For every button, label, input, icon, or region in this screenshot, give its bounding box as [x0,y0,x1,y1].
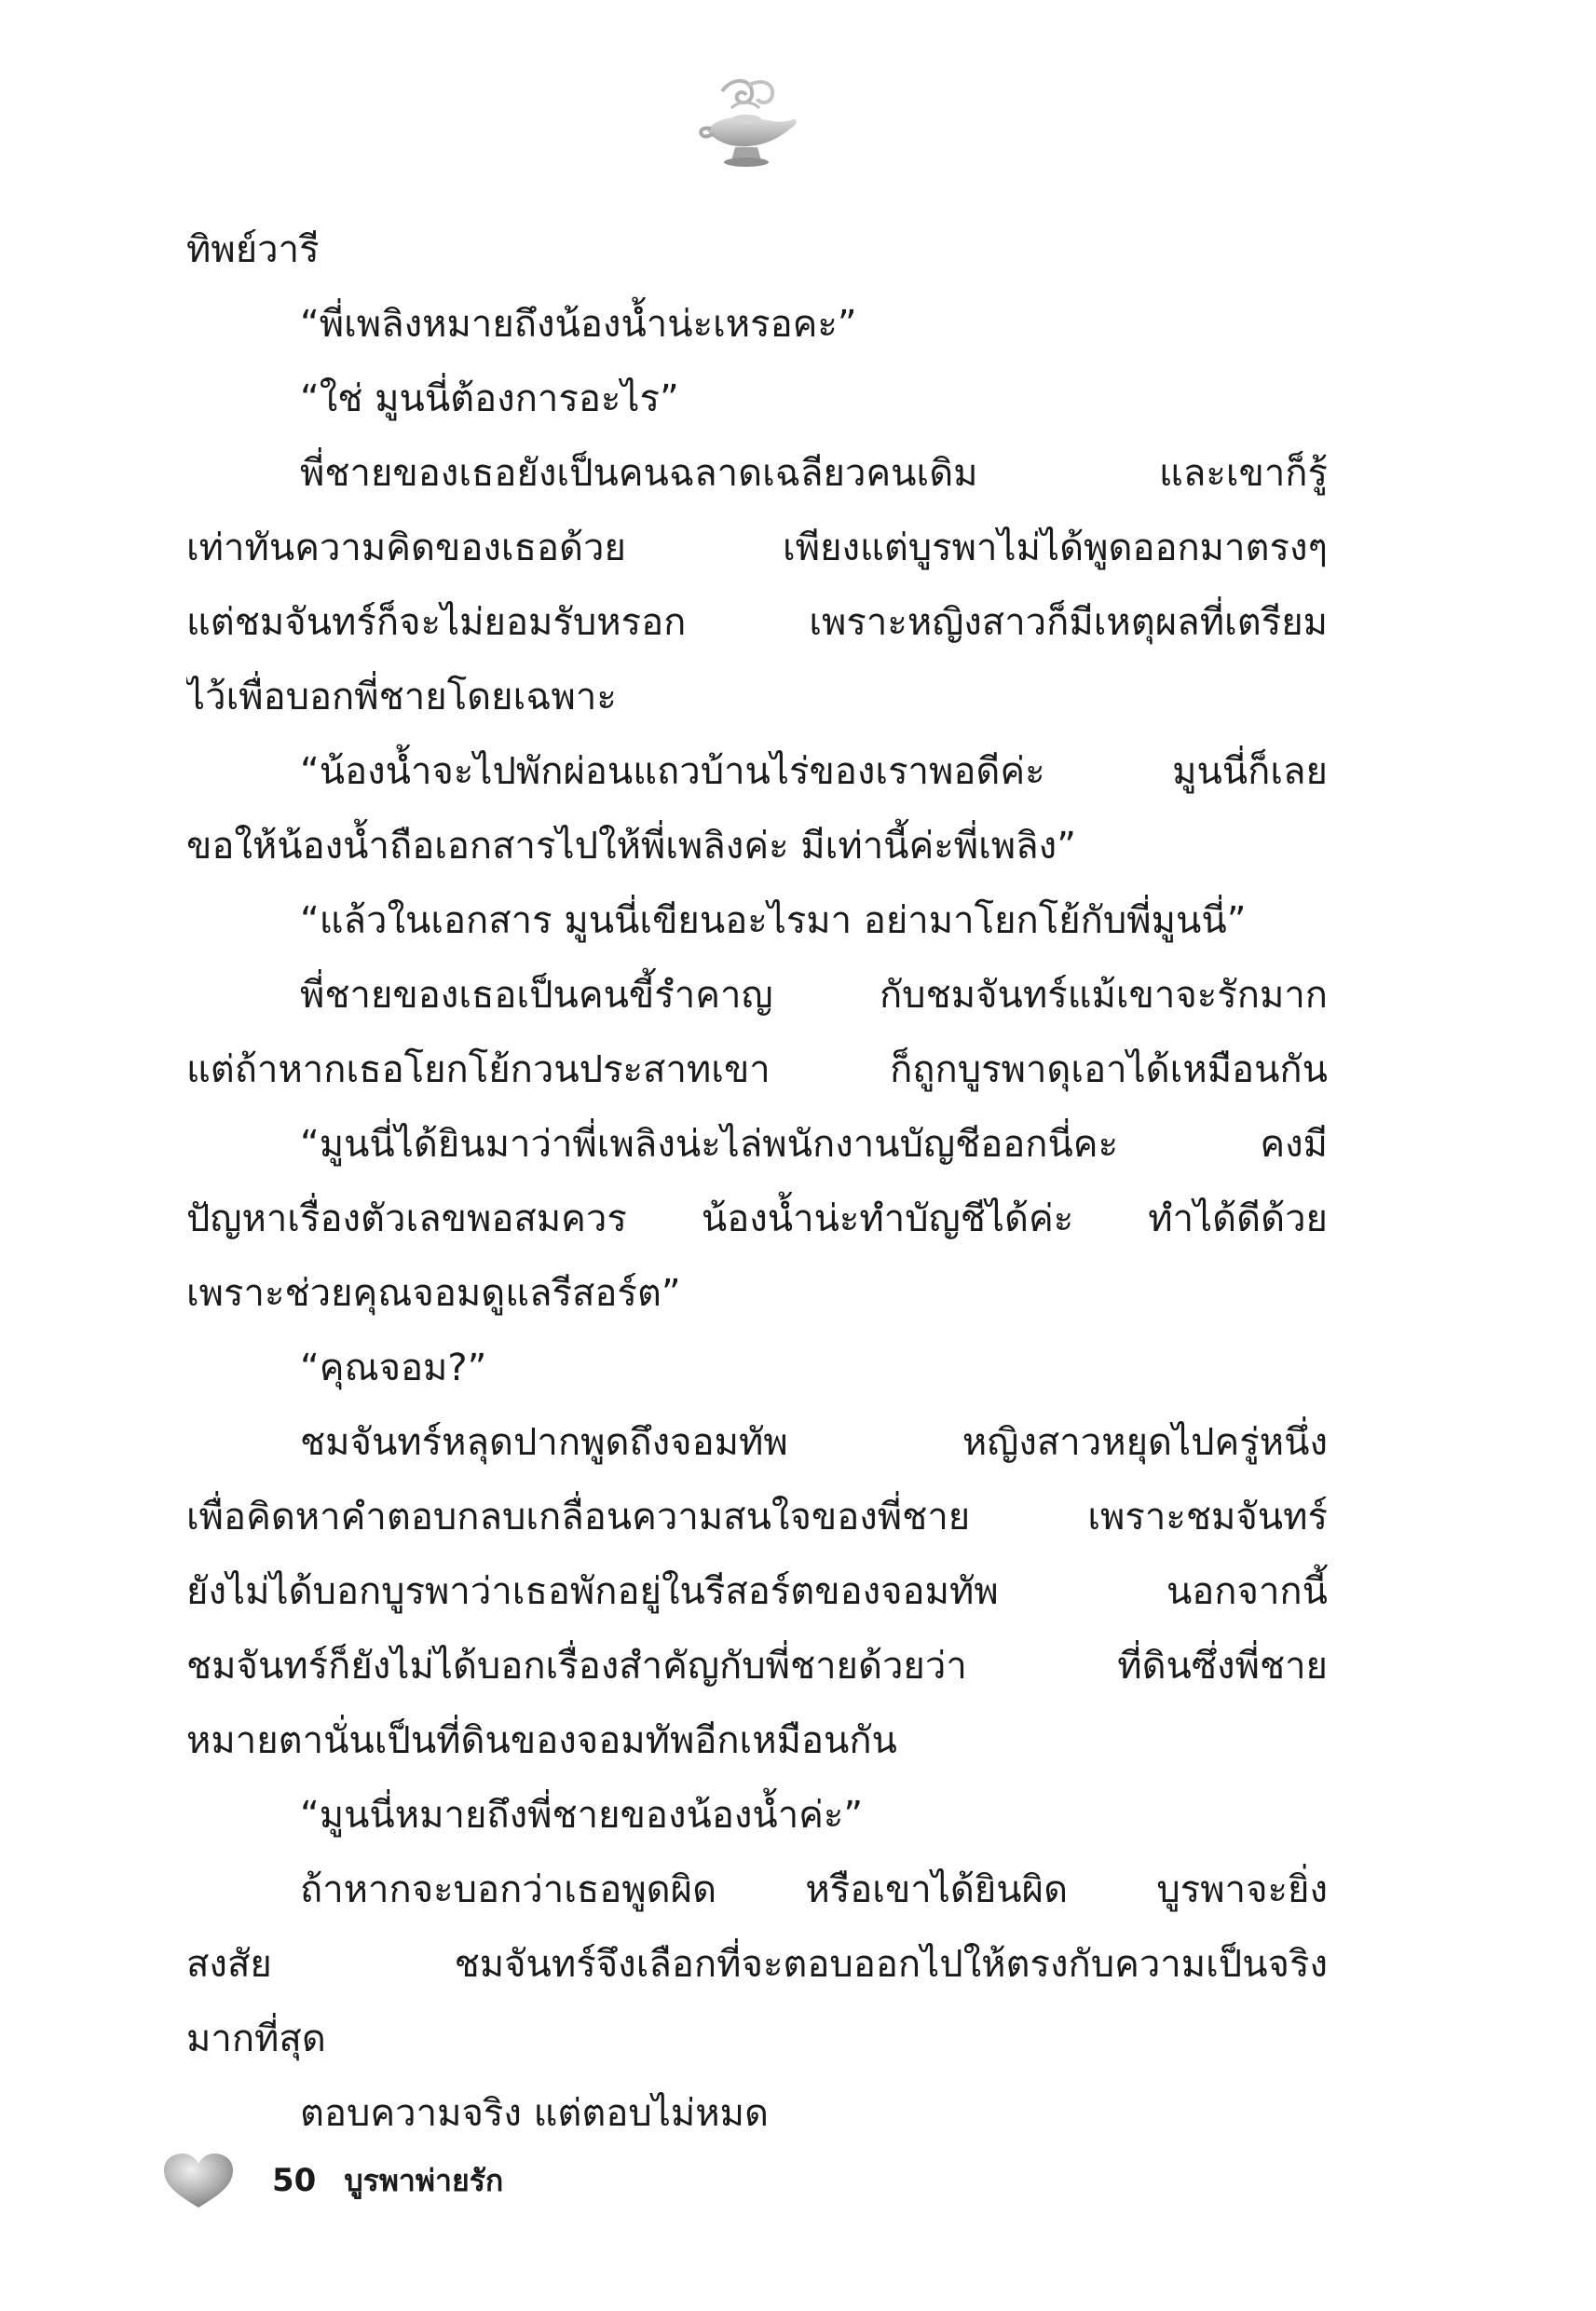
page-body-text [186,212,1328,2151]
text-line: ขอให้น้องน้ำถือเอกสารไปให้พี่เพลิงค่ะ มีเท่านี้ค่ะพี่เพลิง” [186,825,1076,868]
text-line: “แล้วในเอกสาร มูนนี่เขียนอะไรมา อย่ามาโยกโย้กับพี่มูนนี่” [300,899,1247,942]
text-line: ตอบความจริง แต่ตอบไม่หมด [300,2092,769,2135]
text-line: ไว้เพื่อบอกพี่ชายโดยเฉพาะ [186,676,617,718]
text-line: ทิพย์วารี [186,228,320,271]
text-line: ถ้าหากจะบอกว่าเธอพูดผิด หรือเขาได้ยินผิด บูรพาจะยิ่ง [300,1868,1328,1911]
text-line: “น้องน้ำจะไปพักผ่อนแถวบ้านไร่ของเราพอดีค่ะ มูนนี่ก็เลย [300,750,1328,793]
page-number: 50 [272,2162,317,2199]
book-title: บูรพาพ่ายรัก [344,2162,504,2198]
text-line: เพราะช่วยคุณจอมดูแลรีสอร์ต” [186,1272,681,1315]
text-line: “มูนนี่หมายถึงพี่ชายของน้องน้ำค่ะ” [300,1794,864,1837]
text-line: พี่ชายของเธอเป็นคนขี้รำคาญ กับชมจันทร์แม้เขาจะรักมาก [300,974,1328,1017]
heart-icon [160,2150,237,2211]
text-line: เพื่อคิดหาคำตอบกลบเกลื่อนความสนใจของพี่ชาย เพราะชมจันทร์ [186,1496,1328,1538]
text-line: มากที่สุด [186,2017,326,2060]
text-line: สงสัย ชมจันทร์จึงเลือกที่จะตอบออกไปให้ตรงกับความเป็นจริง [186,1943,1328,1986]
text-line: ยังไม่ได้บอกบูรพาว่าเธอพักอยู่ในรีสอร์ตของจอมทัพ นอกจากนี้ [186,1570,1328,1613]
genie-lamp-icon [694,73,806,175]
text-line: ชมจันทร์หลุดปากพูดถึงจอมทัพ หญิงสาวหยุดไปครู่หนึ่ง [300,1421,1328,1464]
text-line: “มูนนี่ได้ยินมาว่าพี่เพลิงน่ะไล่พนักงานบัญชีออกนี่คะ คงมี [300,1123,1328,1166]
text-line: “คุณจอม?” [300,1347,487,1389]
text-line: “ใช่ มูนนี่ต้องการอะไร” [300,377,679,420]
text-line: แต่ชมจันทร์ก็จะไม่ยอมรับหรอก เพราะหญิงสาวก็มีเหตุผลที่เตรียม [186,601,1328,644]
text-line: แต่ถ้าหากเธอโยกโย้กวนประสาทเขา ก็ถูกบูรพาดุเอาได้เหมือนกัน [186,1048,1328,1091]
text-line: เท่าทันความคิดของเธอด้วย เพียงแต่บูรพาไม่ได้พูดออกมาตรงๆ [186,526,1328,569]
text-line: ชมจันทร์ก็ยังไม่ได้บอกเรื่องสำคัญกับพี่ชายด้วยว่า ที่ดินซึ่งพี่ชาย [186,1645,1328,1688]
text-line: “พี่เพลิงหมายถึงน้องน้ำน่ะเหรอคะ” [300,303,857,346]
text-line: หมายตานั่นเป็นที่ดินของจอมทัพอีกเหมือนกัน [186,1719,897,1762]
text-line: ปัญหาเรื่องตัวเลขพอสมควร น้องน้ำน่ะทำบัญชีได้ค่ะ ทำได้ดีด้วย [186,1197,1328,1240]
text-line: พี่ชายของเธอยังเป็นคนฉลาดเฉลียวคนเดิม และเขาก็รู้ [300,452,1328,495]
page-footer [160,2143,503,2218]
